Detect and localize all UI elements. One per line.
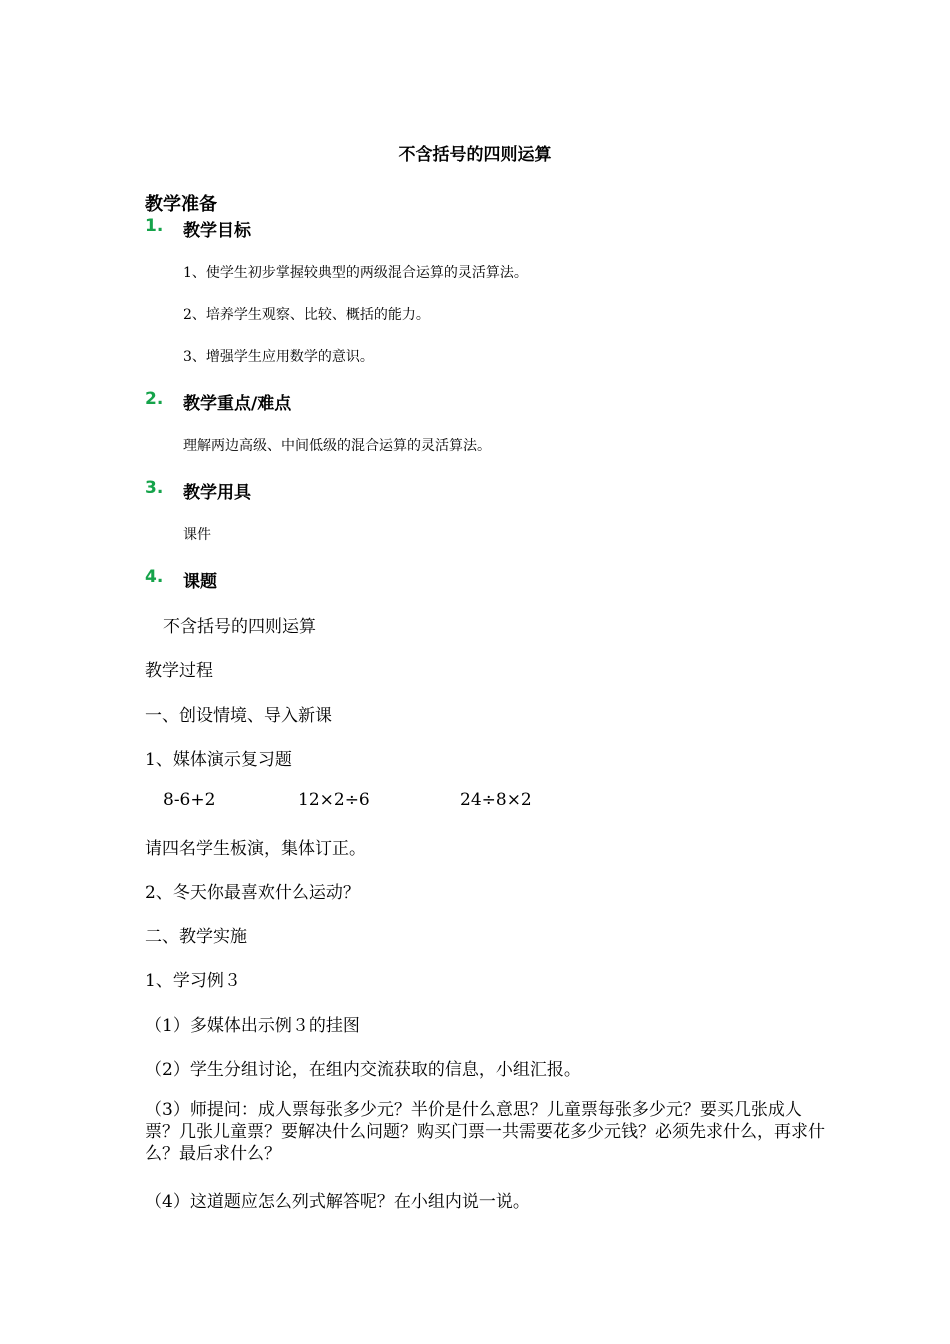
- prep-heading: 教学准备: [145, 194, 217, 215]
- tools-text: 课件: [183, 527, 211, 543]
- process-item: 1、媒体演示复习题: [145, 750, 292, 770]
- section-heading: 教学重点/难点: [183, 394, 292, 414]
- part-heading: 一、创设情境、导入新课: [145, 706, 332, 726]
- step-item: （1）多媒体出示例３的挂图: [145, 1016, 360, 1036]
- section-heading: 课题: [183, 572, 217, 592]
- process-heading: 教学过程: [145, 661, 213, 681]
- exercise-expression: 8-6+2: [163, 790, 216, 810]
- process-item: 请四名学生板演，集体订正。: [145, 839, 366, 859]
- step-item: （3）师提问：成人票每张多少元？半价是什么意思？儿童票每张多少元？要买几张成人票？几张儿童票？要解决什么问题？购买门票一共需要花多少元钱？必须先求什么，再求什么？最后求什么？: [145, 1100, 825, 1164]
- process-item: 1、学习例３: [145, 971, 241, 991]
- goal-item: 1、使学生初步掌握较典型的两级混合运算的灵活算法。: [183, 265, 528, 281]
- section-number: 1.: [145, 216, 164, 236]
- goal-item: 2、培养学生观察、比较、概括的能力。: [183, 307, 430, 323]
- key-point-text: 理解两边高级、中间低级的混合运算的灵活算法。: [183, 438, 491, 454]
- process-item: 2、冬天你最喜欢什么运动？: [145, 883, 360, 903]
- section-number: 3.: [145, 478, 164, 498]
- topic-text: 不含括号的四则运算: [163, 617, 316, 637]
- step-item: （2）学生分组讨论，在组内交流获取的信息，小组汇报。: [145, 1060, 581, 1080]
- section-number: 2.: [145, 389, 164, 409]
- part-heading: 二、教学实施: [145, 927, 247, 947]
- exercise-expression: 24÷8×2: [460, 790, 532, 810]
- step-item: （4）这道题应怎么列式解答呢？在小组内说一说。: [145, 1192, 530, 1212]
- section-number: 4.: [145, 567, 164, 587]
- page-title: 不含括号的四则运算: [398, 145, 552, 165]
- section-heading: 教学目标: [183, 221, 251, 241]
- section-heading: 教学用具: [183, 483, 251, 503]
- goal-item: 3、增强学生应用数学的意识。: [183, 349, 374, 365]
- exercise-expression: 12×2÷6: [298, 790, 370, 810]
